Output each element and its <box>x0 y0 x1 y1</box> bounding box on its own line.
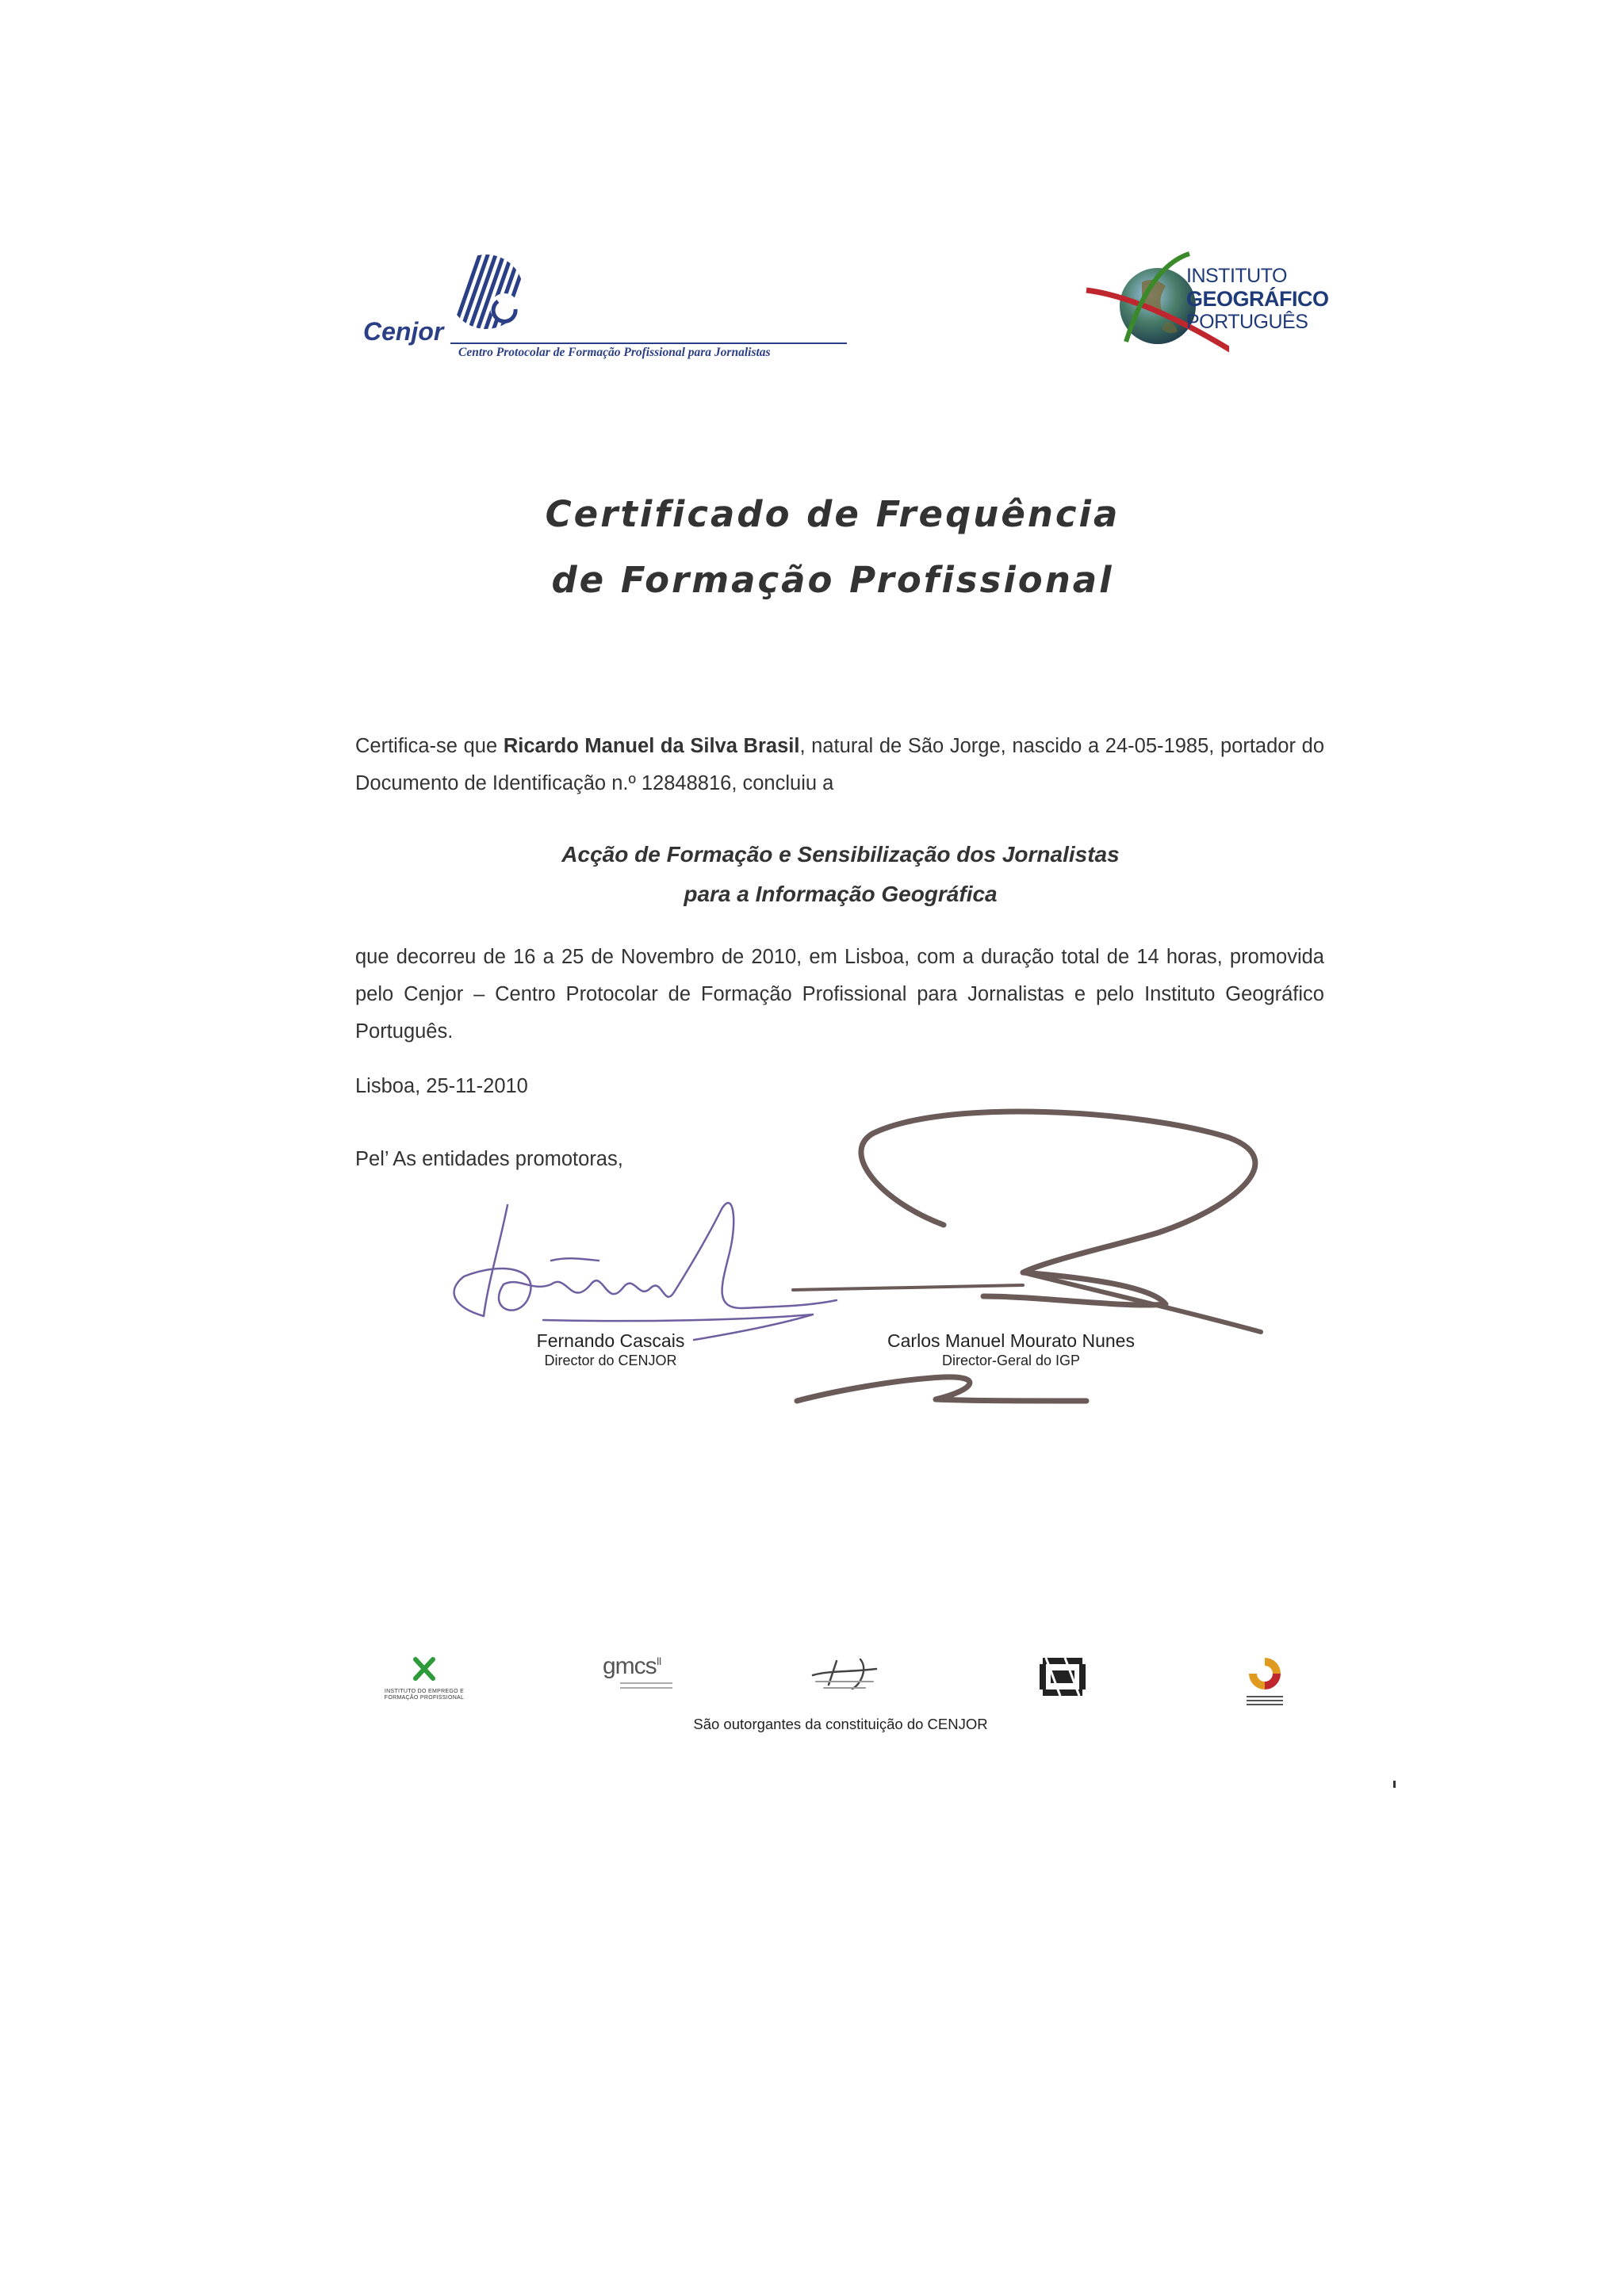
igp-name-line3: PORTUGUÊS <box>1186 311 1308 333</box>
igp-logo <box>1078 251 1348 369</box>
certificate-title-line2: de Formação Profissional <box>551 559 1114 601</box>
course-title-line2 <box>0 882 1624 907</box>
api-logo-icon <box>1035 1653 1090 1701</box>
igp-name-line1: INSTITUTO <box>1186 265 1287 287</box>
cenjor-mark-icon <box>442 252 530 339</box>
apimprensa-logo-icon <box>1237 1653 1293 1709</box>
signatory-role-nunes: Director-Geral do IGP <box>941 1353 1081 1368</box>
signatory-name-nunes: Carlos Manuel Mourato Nunes <box>887 1330 1135 1351</box>
iefp-label: INSTITUTO DO EMPREGO E FORMAÇÃO PROFISSIONAL <box>384 1689 465 1701</box>
igp-name-line2: GEOGRÁFICO <box>1186 287 1329 311</box>
page-mark <box>1393 1781 1396 1788</box>
certificate-title-line1: Certificado de Frequência <box>545 493 1120 535</box>
course-details-paragraph: que decorreu de 16 a 25 de Novembro de 2010, em Lisboa, com a duração total de 14 horas, promovida pelo Cenjor – Centro Protocolar de Formação Profissional para Jornalistas e pelo Instituto Geográfico Português. <box>355 946 1324 1043</box>
gmcs-superscript: II <box>656 1655 661 1667</box>
cenjor-divider <box>450 342 847 344</box>
iefp-mark-icon <box>373 1653 476 1685</box>
gmcs-logo <box>603 1653 698 1709</box>
certification-paragraph <box>355 728 1324 802</box>
sindicato-jornalistas-logo-icon <box>805 1653 884 1701</box>
iefp-logo <box>373 1653 476 1709</box>
signatory-role-cascais: Director do CENJOR <box>544 1353 677 1368</box>
person-name: Ricardo Manuel da Silva Brasil <box>503 735 800 757</box>
promoting-entities-label: Pel’ As entidades promotoras, <box>355 1148 623 1170</box>
cenjor-wordmark: Cenjor <box>363 317 444 346</box>
place-date: Lisboa, 25-11-2010 <box>355 1075 528 1097</box>
cenjor-tagline: Centro Protocolar de Formação Profissional para Jornalistas <box>458 346 771 359</box>
para1-suffix: , natural de São Jorge, nascido a 24-05-1985, portador do Documento de Identificação n.º 12848816, concluiu a <box>355 735 1324 794</box>
cenjor-logo <box>363 252 855 371</box>
gmcs-subtext-lines <box>603 1680 698 1691</box>
para1-prefix: Certifica-se que <box>355 735 504 757</box>
footer-caption: São outorgantes da constituição do CENJOR <box>693 1716 988 1732</box>
gmcs-wordmark: gmcs <box>603 1653 657 1679</box>
course-title-text2: para a Informação Geográfica <box>684 882 998 906</box>
signatory-name-cascais: Fernando Cascais <box>536 1330 685 1351</box>
course-title-text1: Acção de Formação e Sensibilização dos Jornalistas <box>561 842 1120 867</box>
course-title-line1 <box>0 842 1624 867</box>
signature-cascais <box>440 1189 868 1348</box>
